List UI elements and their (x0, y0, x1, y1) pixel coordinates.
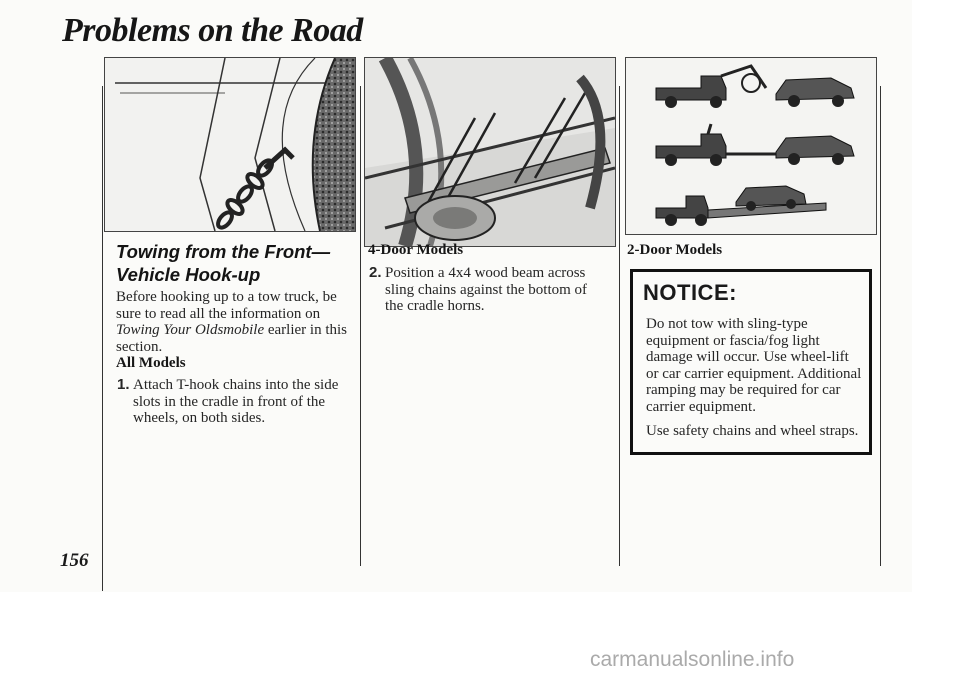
notice-title: NOTICE: (643, 280, 737, 305)
step-2-text: Position a 4x4 wood beam across sling chains against the bottom of the cradle horns. (385, 265, 588, 314)
intro-text-end: earlier in this section. (116, 322, 347, 355)
tow-truck-methods-illustration (625, 57, 877, 235)
wood-beam-drawing (365, 58, 615, 246)
notice-paragraph-2: Use safety chains and wheel straps. (646, 423, 859, 439)
watermark: carmanualsonline.info (590, 648, 795, 671)
intro-italic-reference: Towing Your Oldsmobile (116, 322, 265, 338)
step-2 (369, 264, 600, 315)
four-door-subheading: 4-Door Models (368, 242, 464, 258)
t-hook-chain-drawing (105, 58, 355, 231)
t-hook-chain-illustration (104, 57, 356, 232)
all-models-subheading: All Models (116, 355, 186, 371)
step-1-text: Attach T-hook chains into the side slots in the cradle in front of the wheels, on both sides. (133, 377, 339, 426)
left-margin-rule (102, 86, 103, 591)
two-door-subheading: 2-Door Models (627, 242, 723, 258)
tow-truck-drawing (626, 58, 876, 234)
notice-paragraph-1: Do not tow with sling-type equipment or fascia/fog light damage will occur. Use wheel-lift or car carrier equipment. Additional ramping may be required for car carrier equipment. (646, 316, 862, 415)
step-1-number: 1. (117, 376, 130, 393)
intro-paragraph (116, 289, 351, 355)
right-margin-rule (880, 86, 881, 566)
wood-beam-illustration (364, 57, 616, 247)
notice-box (630, 269, 872, 455)
section-heading: Towing from the Front—Vehicle Hook-up (116, 241, 331, 285)
page-number: 156 (60, 550, 89, 571)
step-1 (117, 376, 345, 427)
intro-text-start: Before hooking up to a tow truck, be sure to read all the information on (116, 289, 337, 322)
step-2-number: 2. (369, 264, 382, 281)
column-divider-1 (360, 86, 361, 566)
page-title: Problems on the Road (62, 12, 363, 49)
column-divider-2 (619, 86, 620, 566)
